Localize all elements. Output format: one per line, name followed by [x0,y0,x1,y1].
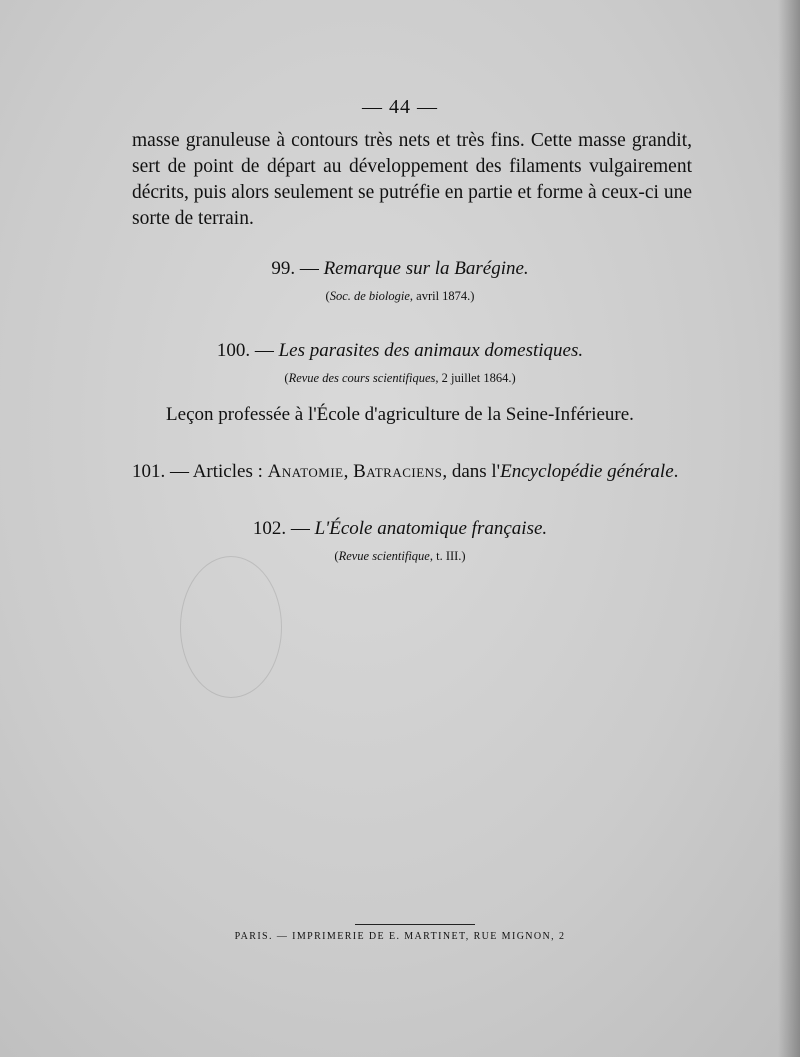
entry-102-source-rest: , t. III.) [429,549,466,563]
entry-100-number: 100. — [216,340,279,361]
page-number: — 44 — [362,96,438,118]
entry-100-note: Leçon professée à l'École d'agriculture de la Seine-Inférieure. [166,404,634,425]
entry-99-number: 99. — [271,258,324,279]
entry-102-source-open: ( [334,549,339,563]
entry-100-journal: Revue des cours scientifiques [288,371,436,385]
entry-101-end: . [673,461,679,482]
printer-imprint: PARIS. — IMPRIMERIE DE E. MARTINET, RUE MIGNON, 2 [234,931,566,942]
entry-100-source-rest: , 2 juillet 1864.) [435,371,516,385]
entry-102-title: L'École anatomique française. [314,518,548,539]
entry-101-mid: , dans l' [442,461,501,482]
entry-101-title: Encyclopédie générale [500,461,674,482]
footer-rule [355,924,475,925]
entry-99-source-open: ( [325,289,330,303]
entry-101-article-anatomie: Anatomie [267,461,344,482]
entry-102-number: 102. — [252,518,315,539]
entry-101-number: 101. — Articles : [132,461,268,482]
entry-99-title: Remarque sur la Barégine. [323,258,529,279]
entry-100-title: Les parasites des animaux domestiques. [278,340,584,361]
entry-101-sep: , [343,461,354,482]
intro-paragraph: masse granuleuse à contours très nets et très fins. Cette masse grandit, sert de point de départ au développement des filaments vulgairement décrits, puis alors seulement se putréfie en partie et forme à ceux-ci une sorte de terrain. [132,130,692,229]
entry-102-source [0,549,800,564]
entry-99-source-rest: , avril 1874.) [409,289,475,303]
entry-100-source [0,371,800,386]
entry-100-source-open: ( [284,371,289,385]
entry-100 [0,340,800,362]
entry-99-journal: Soc. de biologie [329,289,410,303]
entry-101-article-batraciens: Batraciens [353,461,443,482]
entry-99-source [0,289,800,304]
entry-102 [0,518,800,540]
entry-102-journal: Revue scientifique [338,549,430,563]
entry-101 [132,461,732,483]
entry-99 [0,258,800,280]
library-stamp-shadow [180,556,282,698]
